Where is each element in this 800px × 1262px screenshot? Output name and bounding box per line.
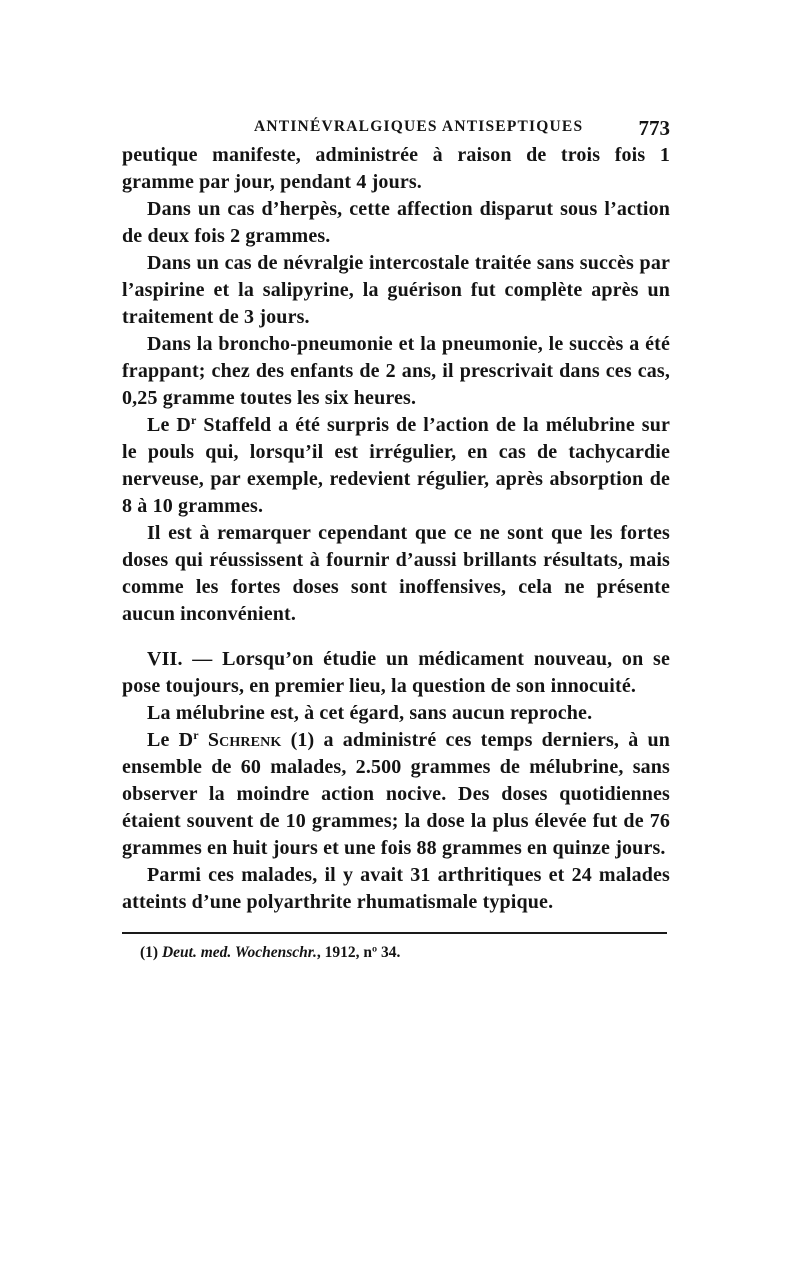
- doctor-name-schrenk: Schrenk: [207, 729, 282, 751]
- page-number: 773: [638, 116, 670, 140]
- book-page: [122, 112, 670, 962]
- doctor-superscript: r: [191, 413, 197, 427]
- footnote: [140, 944, 670, 962]
- paragraph-nevralgie: Dans un cas de névralgie intercostale traitée sans succès par l’aspirine et la salipyrine, la guérison fut complète après un traitement de 3 jours.: [122, 252, 670, 328]
- doctor-superscript: r: [193, 728, 199, 742]
- paragraph-continuation: peutique manifeste, administrée à raison de trois fois 1 gramme par jour, pendant 4 jours.: [122, 144, 670, 193]
- body-text: [122, 142, 670, 916]
- footnote-rule: [122, 932, 667, 934]
- running-title: ANTINÉVRALGIQUES ANTISEPTIQUES: [254, 118, 584, 135]
- footnote-marker: (1): [140, 944, 159, 961]
- paragraph-fortes-doses: Il est à remarquer cependant que ce ne sont que les fortes doses qui réussissent à fournir d’aussi brillants résultats, mais comme les fortes doses sont inoffensives, cela ne présente aucun inconvénient.: [122, 522, 670, 625]
- paragraph-pneumonie: Dans la broncho-pneumonie et la pneumonie, le succès a été frappant; chez des enfants de 2 ans, il prescrivait dans ces cas, 0,25 gramme toutes les six heures.: [122, 333, 670, 409]
- paragraph-staffeld: [122, 412, 670, 520]
- footnote-citation: , 1912, nº 34.: [316, 944, 401, 961]
- paragraph-schrenk: [122, 727, 670, 862]
- paragraph-reproche: La mélubrine est, à cet égard, sans aucun reproche.: [147, 702, 593, 724]
- paragraph-herpes: Dans un cas d’herpès, cette affection disparut sous l’action de deux fois 2 grammes.: [122, 198, 670, 247]
- staffeld-text: Staffeld a été surpris de l’action de la mélubrine sur le pouls qui, lorsqu’il est irrégulier, en cas de tachycardie nerveuse, par exemple, redevient régulier, après absorption de 8 à 10 grammes.: [122, 414, 670, 517]
- section-gap: [122, 628, 670, 646]
- doctor-prefix: Le D: [147, 414, 192, 436]
- schrenk-text: (1) a administré ces temps derniers, à un ensemble de 60 malades, 2.500 grammes de mélubrine, sans observer la moindre action nocive. Des doses quotidiennes étaient souvent de 10 grammes; la dose la plus élevée fut de 76 grammes en huit jours et une fois 88 grammes en quinze jours.: [122, 729, 670, 859]
- running-head: [122, 112, 670, 142]
- footnote-journal: Deut. med. Wochenschr.: [161, 944, 317, 961]
- paragraph-section-vii: VII. — Lorsqu’on étudie un médicament nouveau, on se pose toujours, en premier lieu, la question de son innocuité.: [122, 648, 670, 697]
- doctor-prefix: Le D: [147, 729, 194, 751]
- paragraph-arthritiques: Parmi ces malades, il y avait 31 arthritiques et 24 malades atteints d’une polyarthrite rhumatismale typique.: [122, 864, 670, 913]
